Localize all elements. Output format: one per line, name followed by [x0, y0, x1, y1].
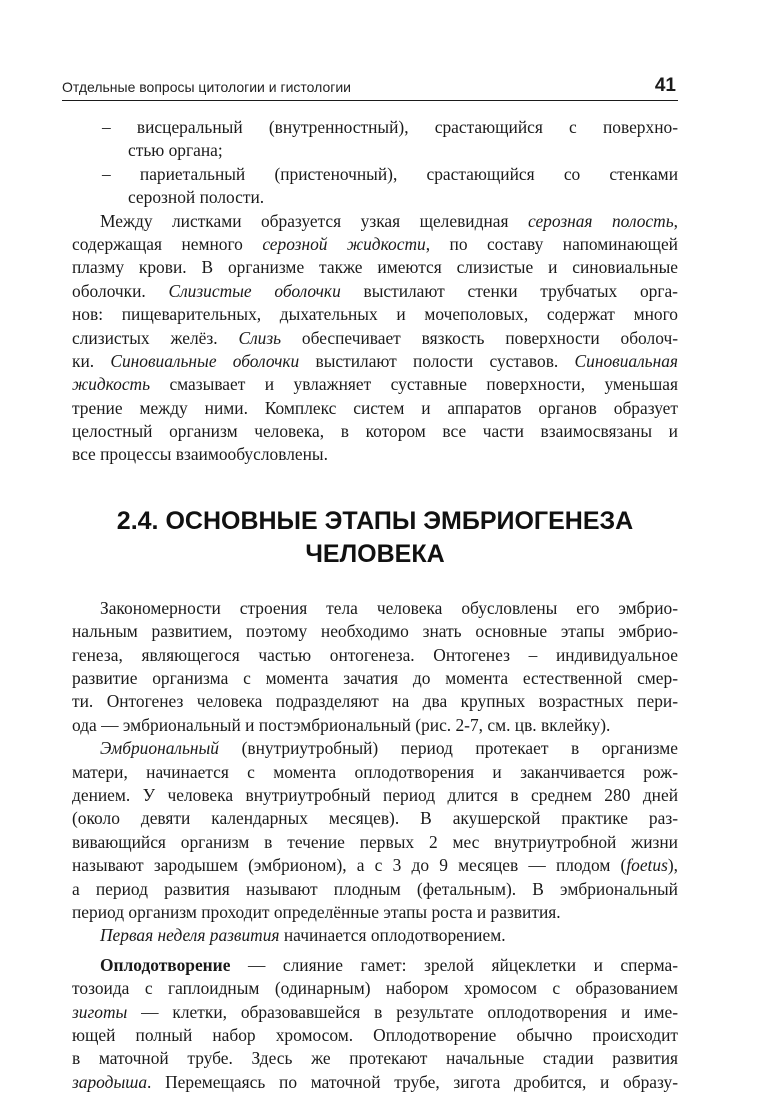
list-item-continuation: стью органа;: [128, 140, 223, 161]
text-line: Оплодотворение — слияние гамет: зрелой яйцеклетки и сперма-: [100, 954, 678, 975]
text-line: (около девяти календарных месяцев). В акушерской практике раз-: [72, 808, 678, 829]
running-header: [62, 74, 678, 101]
section-heading-line: 2.4. ОСНОВНЫЕ ЭТАПЫ ЭМБРИОГЕНЕЗА: [116, 506, 634, 535]
text-line: зиготы — клетки, образовавшейся в результате оплодотворения и име-: [72, 1001, 678, 1022]
text-line: оболочки. Слизистые оболочки выстилают стенки трубчатых орга-: [72, 280, 678, 301]
text-line: генеза, являющегося частью онтогенеза. Онтогенез – индивидуальное: [72, 644, 678, 665]
running-header-title: Отдельные вопросы цитологии и гистологии: [62, 79, 351, 95]
text-line: целостный организм человека, в котором все части взаимосвязаны и: [72, 421, 678, 442]
text-line: все процессы взаимообусловлены.: [72, 444, 328, 465]
text-line: ти. Онтогенез человека подразделяют на два крупных возрастных пери-: [72, 691, 678, 712]
paragraph-embryology-intro: [72, 597, 678, 737]
page-body: [72, 116, 678, 1094]
text-line: нальным развитием, поэтому необходимо знать основные этапы эмбрио-: [72, 621, 678, 642]
text-line: Между листками образуется узкая щелевидная серозная полость,: [100, 210, 678, 231]
list-item: – висцеральный (внутренностный), срастающийся с поверхно-: [102, 117, 678, 137]
text-line: трение между ними. Комплекс систем и аппаратов органов образует: [72, 397, 678, 418]
text-line: слизистых желёз. Слизь обеспечивает вязкость поверхности оболоч-: [72, 327, 678, 348]
text-line: называют зародышем (эмбрионом), а с 3 до 9 месяцев — плодом (foetus),: [72, 855, 678, 876]
text-line: ода — эмбриональный и постэмбриональный (рис. 2-7, см. цв. вклейку).: [72, 714, 611, 735]
text-line: нов: пищеварительных, дыхательных и мочеполовых, содержат много: [72, 304, 678, 325]
text-line: зародыша. Перемещаясь по маточной трубе, зигота дробится, и образу-: [72, 1071, 678, 1092]
text-line: развитие организма с момента зачатия до момента естественной смер-: [72, 668, 678, 689]
text-line: жидкость смазывает и увлажняет суставные поверхности, уменьшая: [72, 374, 678, 395]
text-line: а период развития называют плодным (фетальным). В эмбриональный: [72, 878, 678, 899]
section-heading-line: ЧЕЛОВЕКА: [305, 539, 445, 568]
text-line: содержащая немного серозной жидкости, по составу напоминающей: [72, 233, 678, 254]
text-line: ки. Синовиальные оболочки выстилают полости суставов. Синовиальная: [72, 350, 678, 371]
text-line: период организм проходит определённые этапы роста и развития.: [72, 901, 561, 922]
text-line: тозоида с гаплоидным (одинарным) набором хромосом с образованием: [72, 978, 678, 999]
page-number: 41: [654, 75, 676, 96]
text-line: ющей полный набор хромосом. Оплодотворение обычно происходит: [72, 1024, 678, 1045]
bullet-list: [72, 116, 678, 210]
text-line: в маточной трубе. Здесь же протекают начальные стадии развития: [72, 1048, 678, 1069]
text-line: Первая неделя развития начинается оплодотворением.: [100, 925, 506, 946]
text-line: Эмбриональный (внутриутробный) период протекает в организме: [100, 738, 678, 759]
section-heading: [72, 505, 678, 571]
list-item-continuation: серозной полости.: [128, 187, 265, 208]
paragraph-serous-membranes: [72, 210, 678, 467]
text-line: матери, начинается с момента оплодотворения и заканчивается рож-: [72, 761, 678, 782]
text-line: вивающийся организм в течение первых 2 мес внутриутробной жизни: [72, 831, 678, 852]
list-item: – париетальный (пристеночный), срастающийся со стенками: [102, 163, 678, 184]
text-line: дением. У человека внутриутробный период длится в среднем 280 дней: [72, 784, 678, 805]
paragraph-embryonic-period: [72, 737, 678, 924]
paragraph-first-week: [72, 924, 678, 947]
text-line: плазму крови. В организме также имеются слизистые и синовиальные: [72, 257, 678, 278]
paragraph-fertilization: [72, 954, 678, 1094]
text-line: Закономерности строения тела человека обусловлены его эмбрио-: [100, 597, 678, 618]
